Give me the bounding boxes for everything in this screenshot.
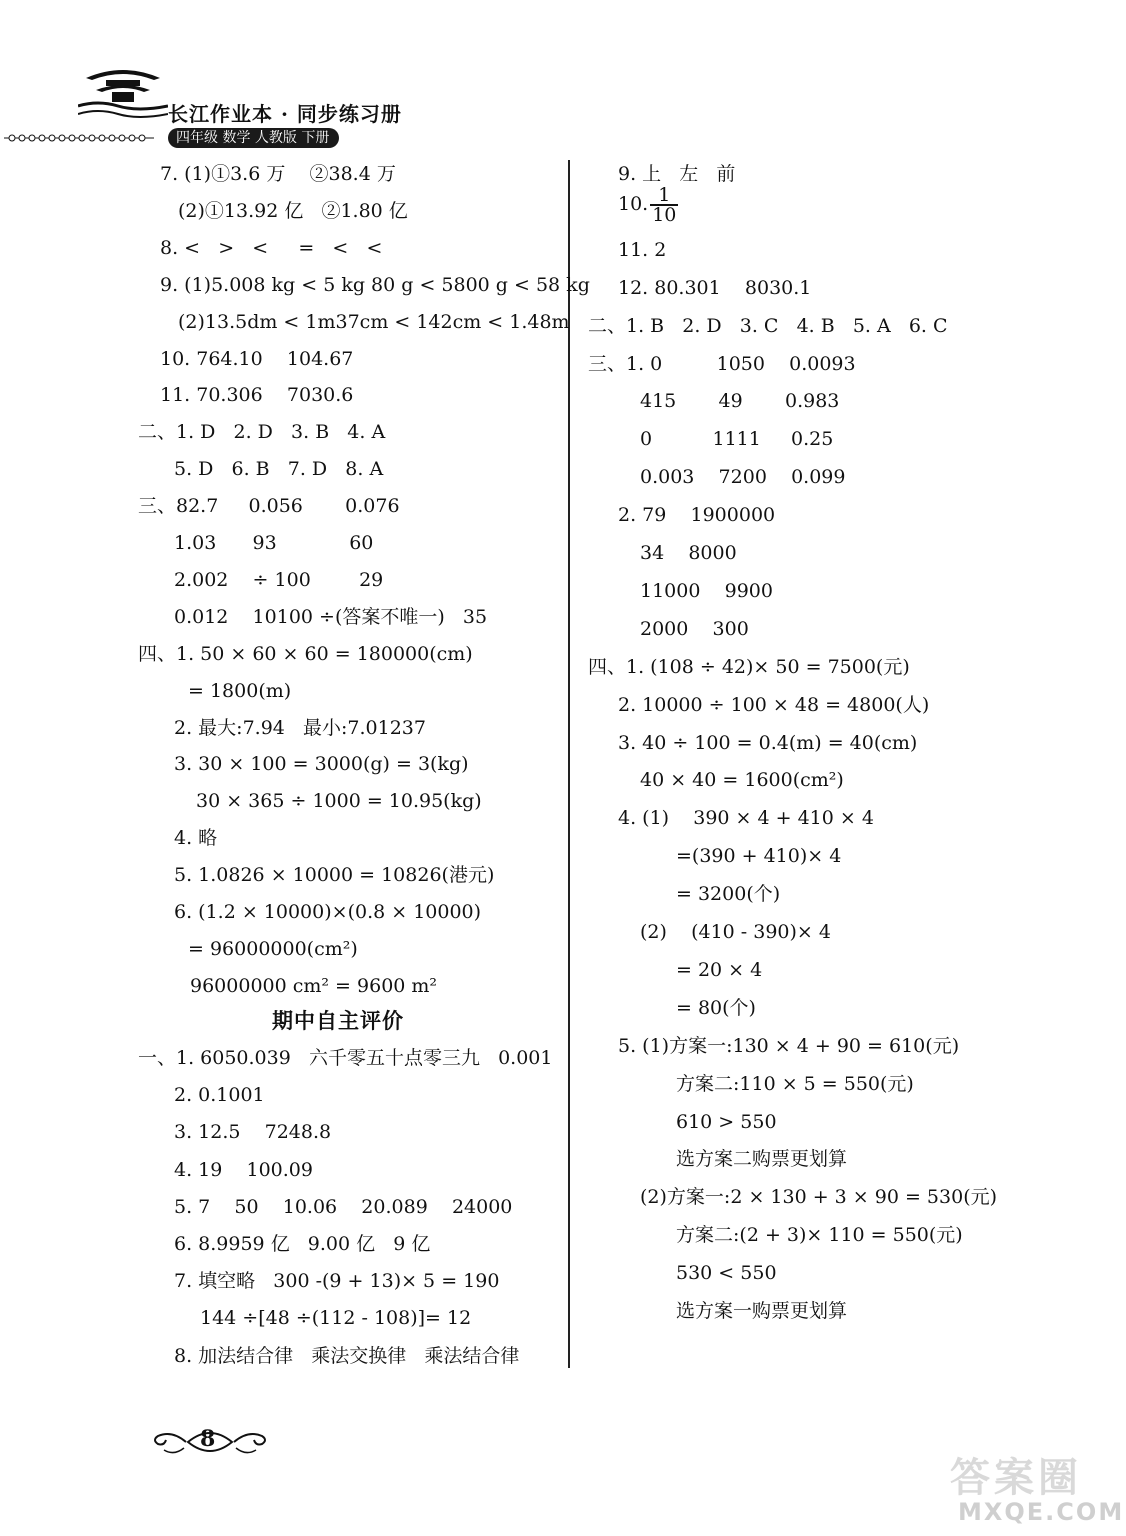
column-divider — [568, 160, 570, 1368]
grade-badge: 四年级 数学 人教版 下册 — [168, 128, 339, 148]
page-number: 8 — [200, 1426, 216, 1452]
answer-line: = 80(个) — [676, 996, 756, 1019]
answer-line: 9. 上 左 前 — [618, 163, 736, 185]
answer-line: 3. 30 × 100 = 3000(g) = 3(kg) — [174, 753, 469, 776]
answer-line: 选方案二购票更划算 — [676, 1148, 848, 1171]
answer-line: 3. 12.5 7248.8 — [174, 1121, 332, 1144]
answer-line: (2)13.5dm < 1m37cm < 142cm < 1.48m — [178, 310, 570, 333]
answer-line: 2. 最大:7.94 最小:7.01237 — [174, 716, 426, 739]
answer-line: 144 ÷[48 ÷(112 - 108)]= 12 — [200, 1307, 472, 1330]
answer-line: 11000 9900 — [640, 579, 773, 602]
fraction — [650, 183, 678, 226]
answer-line: 4. 略 — [174, 827, 218, 850]
answer-line: 四、1. (108 ÷ 42)× 50 = 7500(元) — [588, 655, 910, 678]
answer-line: 5. 1.0826 × 10000 = 10826(港元) — [174, 864, 495, 887]
answer-line: 530 < 550 — [676, 1262, 777, 1285]
answer-line: 8. 加法结合律 乘法交换律 乘法结合律 — [174, 1344, 520, 1367]
fraction-label: 10. — [618, 192, 649, 215]
answer-line: 40 × 40 = 1600(cm²) — [640, 769, 844, 792]
answer-line: 4. 19 100.09 — [174, 1158, 313, 1181]
answer-line: 三、82.7 0.056 0.076 — [138, 495, 400, 518]
answer-line: 2. 0.1001 — [174, 1084, 265, 1107]
answer-line: 96000000 cm² = 9600 m² — [190, 974, 438, 997]
answer-line: 选方案一购票更划算 — [676, 1300, 848, 1322]
page-header — [0, 60, 420, 150]
answer-line: 0.012 10100 ÷(答案不唯一) 35 — [174, 605, 488, 628]
fraction-denominator: 10 — [652, 203, 677, 226]
answer-line: 1.03 93 60 — [174, 532, 374, 554]
page-number-ornament — [150, 1420, 270, 1464]
answer-line: 4. (1) 390 × 4 + 410 × 4 — [618, 807, 874, 830]
answer-line: 一、1. 6050.039 六千零五十点零三九 0.001 — [138, 1047, 553, 1069]
answer-line: = 3200(个) — [676, 883, 781, 906]
answer-line: 0 1111 0.25 — [640, 428, 834, 451]
answer-line: 5. D 6. B 7. D 8. A — [174, 458, 384, 481]
watermark-site: MXQE.COM — [958, 1498, 1125, 1526]
answer-line: 30 × 365 ÷ 1000 = 10.95(kg) — [196, 790, 482, 813]
answer-line: 三、1. 0 1050 0.0093 — [588, 352, 856, 375]
answer-line: 610 > 550 — [676, 1110, 777, 1133]
answer-line: 3. 40 ÷ 100 = 0.4(m) = 40(cm) — [618, 731, 918, 754]
answer-line: = 1800(m) — [188, 679, 292, 702]
answer-line: 6. 8.9959 亿 9.00 亿 9 亿 — [174, 1233, 431, 1255]
answer-line: 9. (1)5.008 kg < 5 kg 80 g < 5800 g < 58 kg — [160, 273, 590, 296]
answer-line: 二、1. B 2. D 3. C 4. B 5. A 6. C — [588, 314, 948, 337]
answer-line: 2000 300 — [640, 617, 749, 640]
answer-line: 5. (1)方案一:130 × 4 + 90 = 610(元) — [618, 1034, 960, 1057]
answer-line: 34 8000 — [640, 542, 737, 564]
answer-line: 2. 79 1900000 — [618, 504, 776, 527]
answer-line: 7. 填空略 300 -(9 + 13)× 5 = 190 — [174, 1270, 500, 1293]
answer-line: (2) (410 - 390)× 4 — [640, 921, 831, 943]
answer-line: 12. 80.301 8030.1 — [618, 276, 812, 299]
answer-line: 2.002 ÷ 100 29 — [174, 568, 384, 591]
answer-line: 11. 70.306 7030.6 — [160, 384, 354, 407]
answer-line: 方案二:(2 + 3)× 110 = 550(元) — [676, 1224, 963, 1247]
answer-line: 二、1. D 2. D 3. B 4. A — [138, 421, 386, 444]
answer-line: 8. < > < = < < — [160, 236, 383, 259]
fraction-numerator: 1 — [650, 186, 678, 206]
answer-line: 415 49 0.983 — [640, 390, 840, 413]
answer-line: 7. (1)①3.6 万 ②38.4 万 — [160, 163, 396, 185]
dotted-rule — [4, 132, 154, 144]
watermark-logo-text: 答案圈 — [950, 1454, 1082, 1501]
series-title: 长江作业本 · 同步练习册 — [168, 102, 402, 126]
fraction-answer-line — [618, 183, 678, 226]
answer-line: = 96000000(cm²) — [188, 937, 358, 960]
answer-line: 6. (1.2 × 10000)×(0.8 × 10000) — [174, 901, 482, 923]
answer-line: 方案二:110 × 5 = 550(元) — [676, 1072, 914, 1095]
answer-line: 11. 2 — [618, 238, 667, 261]
section-title: 期中自主评价 — [272, 1008, 404, 1033]
answer-line: 2. 10000 ÷ 100 × 48 = 4800(人) — [618, 693, 930, 716]
answer-line: (2)方案一:2 × 130 + 3 × 90 = 530(元) — [640, 1186, 998, 1209]
answer-line: 0.003 7200 0.099 — [640, 466, 846, 489]
answer-line: = 20 × 4 — [676, 958, 763, 981]
answer-line: 四、1. 50 × 60 × 60 = 180000(cm) — [138, 642, 473, 665]
answer-line: (2)①13.92 亿 ②1.80 亿 — [178, 199, 408, 222]
answer-line: =(390 + 410)× 4 — [676, 845, 842, 868]
answer-line: 10. 764.10 104.67 — [160, 347, 354, 370]
answer-line: 5. 7 50 10.06 20.089 24000 — [174, 1195, 513, 1218]
watermark — [944, 1446, 1125, 1530]
pagoda-logo-icon — [78, 60, 168, 120]
